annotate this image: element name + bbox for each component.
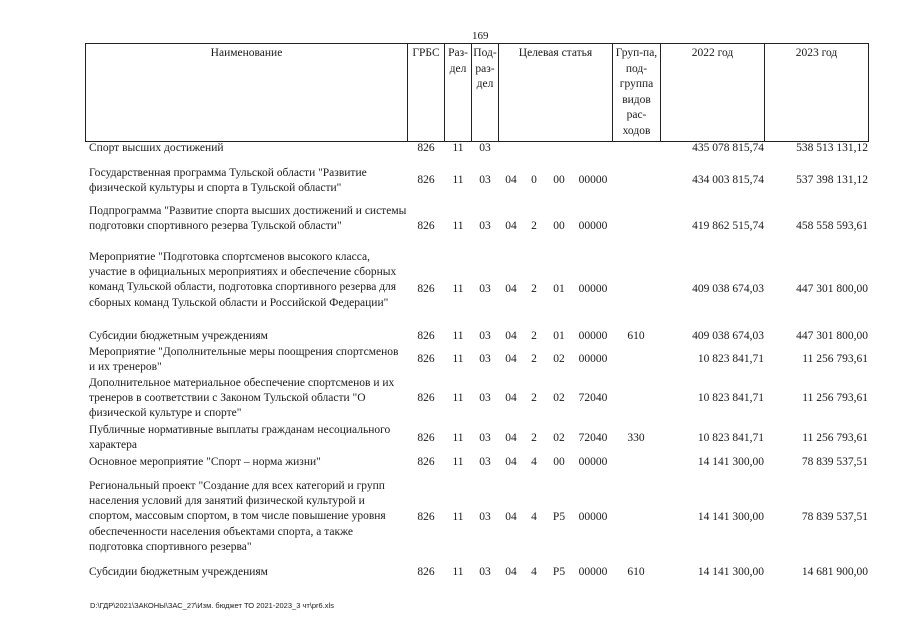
row-razdel: 11 bbox=[452, 283, 464, 295]
row-2023: 447 301 800,00 bbox=[796, 330, 868, 342]
row-target-code: 00000 bbox=[578, 220, 608, 232]
row-target-sub: 2 bbox=[531, 220, 537, 232]
row-2023: 11 256 793,61 bbox=[802, 432, 868, 444]
row-target-code: 00000 bbox=[578, 353, 608, 365]
row-target-program: 04 bbox=[505, 511, 517, 523]
file-path-footer: D:\ГДР\2021\ЗАКОНЫ\ЗАС_27\Изм. бюджет ТО 2021-2023_3 чт\pr6.xls bbox=[90, 601, 334, 610]
row-name: Региональный проект "Создание для всех категорий и групп населения условий для занятий физической культурой и спортом, массовым спортом, в том числе повышение уровня обеспеченности населения объектами спорта, а также подготовка спортивного резерва" bbox=[89, 480, 386, 553]
row-target-sub: 2 bbox=[531, 353, 537, 365]
row-2022: 434 003 815,74 bbox=[692, 174, 764, 186]
row-2022: 409 038 674,03 bbox=[692, 283, 764, 295]
row-razdel: 11 bbox=[452, 432, 464, 444]
row-target-code: 00000 bbox=[578, 174, 608, 186]
row-podrazdel: 03 bbox=[479, 456, 491, 468]
row-2022: 10 823 841,71 bbox=[697, 392, 764, 404]
row-target-sub: 2 bbox=[531, 392, 537, 404]
row-razdel: 11 bbox=[452, 511, 464, 523]
header-target: Целевая статья bbox=[499, 44, 613, 142]
row-podrazdel: 03 bbox=[479, 220, 491, 232]
row-grbs: 826 bbox=[417, 174, 435, 186]
row-target-code: 00000 bbox=[578, 283, 608, 295]
row-grbs: 826 bbox=[417, 392, 435, 404]
row-group: 330 bbox=[627, 432, 645, 444]
header-razdel: Раз-дел bbox=[445, 44, 472, 142]
row-2023: 11 256 793,61 bbox=[802, 392, 868, 404]
row-group: 610 bbox=[627, 566, 645, 578]
row-target-code: 00000 bbox=[578, 566, 608, 578]
row-name: Субсидии бюджетным учреждениям bbox=[89, 330, 268, 342]
row-2023: 537 398 131,12 bbox=[796, 174, 868, 186]
row-2023: 11 256 793,61 bbox=[802, 353, 868, 365]
row-target-event: 00 bbox=[553, 174, 565, 186]
row-target-event: P5 bbox=[552, 511, 566, 523]
row-podrazdel: 03 bbox=[479, 142, 491, 154]
header-podrazdel: Под-раз-дел bbox=[472, 44, 499, 142]
row-2023: 78 839 537,51 bbox=[801, 511, 868, 523]
row-target-event: 01 bbox=[553, 330, 565, 342]
row-podrazdel: 03 bbox=[479, 511, 491, 523]
row-grbs: 826 bbox=[417, 142, 435, 154]
row-target-sub: 2 bbox=[531, 283, 537, 295]
row-name: Основное мероприятие "Спорт – норма жизни" bbox=[89, 456, 321, 468]
row-target-program: 04 bbox=[505, 432, 517, 444]
row-target-event: 01 bbox=[553, 283, 565, 295]
row-name: Мероприятие "Дополнительные меры поощрения спортсменов и их тренеров" bbox=[89, 346, 399, 374]
row-name: Подпрограмма "Развитие спорта высших достижений и системы подготовки спортивного резерва Тульской области" bbox=[89, 205, 407, 233]
row-target-event: 00 bbox=[553, 456, 565, 468]
row-target-sub: 0 bbox=[531, 174, 537, 186]
row-target-program: 04 bbox=[505, 330, 517, 342]
row-target-program: 04 bbox=[505, 392, 517, 404]
row-target-event: P5 bbox=[552, 566, 566, 578]
row-target-program: 04 bbox=[505, 566, 517, 578]
row-2022: 419 862 515,74 bbox=[692, 220, 764, 232]
row-grbs: 826 bbox=[417, 220, 435, 232]
header-2023: 2023 год bbox=[765, 44, 869, 142]
header-grbs: ГРБС bbox=[408, 44, 445, 142]
row-target-program: 04 bbox=[505, 353, 517, 365]
row-target-sub: 4 bbox=[531, 511, 537, 523]
row-razdel: 11 bbox=[452, 330, 464, 342]
row-target-sub: 4 bbox=[531, 566, 537, 578]
row-name: Государственная программа Тульской области "Развитие физической культуры и спорта в Тульской области" bbox=[89, 167, 367, 195]
header-2022: 2022 год bbox=[661, 44, 765, 142]
row-2022: 10 823 841,71 bbox=[697, 353, 764, 365]
row-target-event: 02 bbox=[553, 353, 565, 365]
row-2022: 14 141 300,00 bbox=[697, 511, 764, 523]
row-target-program: 04 bbox=[505, 283, 517, 295]
row-razdel: 11 bbox=[452, 353, 464, 365]
row-grbs: 826 bbox=[417, 456, 435, 468]
row-grbs: 826 bbox=[417, 432, 435, 444]
row-target-event: 00 bbox=[553, 220, 565, 232]
row-name: Дополнительное материальное обеспечение спортсменов и их тренеров в соответствии с Законом Тульской области "О физической культуре и спорте" bbox=[89, 377, 395, 420]
row-podrazdel: 03 bbox=[479, 174, 491, 186]
row-podrazdel: 03 bbox=[479, 283, 491, 295]
row-target-code: 00000 bbox=[578, 456, 608, 468]
row-grbs: 826 bbox=[417, 566, 435, 578]
row-podrazdel: 03 bbox=[479, 353, 491, 365]
row-2022: 14 141 300,00 bbox=[697, 566, 764, 578]
row-podrazdel: 03 bbox=[479, 392, 491, 404]
row-grbs: 826 bbox=[417, 330, 435, 342]
row-grbs: 826 bbox=[417, 511, 435, 523]
row-grbs: 826 bbox=[417, 283, 435, 295]
page-number: 169 bbox=[472, 30, 489, 42]
header-group: Груп-па, под-группа видов рас-ходов bbox=[613, 44, 661, 142]
row-target-code: 00000 bbox=[578, 511, 608, 523]
row-2023: 458 558 593,61 bbox=[796, 220, 868, 232]
row-2022: 14 141 300,00 bbox=[697, 456, 764, 468]
row-razdel: 11 bbox=[452, 220, 464, 232]
row-name: Субсидии бюджетным учреждениям bbox=[89, 566, 268, 578]
row-target-program: 04 bbox=[505, 174, 517, 186]
row-razdel: 11 bbox=[452, 174, 464, 186]
row-podrazdel: 03 bbox=[479, 566, 491, 578]
row-target-code: 72040 bbox=[578, 432, 608, 444]
row-2022: 10 823 841,71 bbox=[697, 432, 764, 444]
row-target-program: 04 bbox=[505, 220, 517, 232]
row-target-sub: 2 bbox=[531, 432, 537, 444]
row-2023: 538 513 131,12 bbox=[796, 142, 868, 154]
row-name: Публичные нормативные выплаты гражданам несоциального характера bbox=[89, 424, 391, 452]
row-razdel: 11 bbox=[452, 392, 464, 404]
header-name: Наименование bbox=[86, 44, 408, 142]
row-razdel: 11 bbox=[452, 456, 464, 468]
row-razdel: 11 bbox=[452, 142, 464, 154]
row-target-code: 72040 bbox=[578, 392, 608, 404]
row-name: Спорт высших достижений bbox=[89, 142, 224, 154]
row-razdel: 11 bbox=[452, 566, 464, 578]
row-target-sub: 4 bbox=[531, 456, 537, 468]
row-group: 610 bbox=[627, 330, 645, 342]
row-2022: 435 078 815,74 bbox=[692, 142, 764, 154]
row-name: Мероприятие "Подготовка спортсменов высокого класса, участие в официальных мероприятиях и обеспечение сборных команд Тульской области, подготовка спортивного резерва для сборных команд Тульской области и Российской Федерации" bbox=[89, 251, 397, 309]
row-podrazdel: 03 bbox=[479, 330, 491, 342]
row-2023: 14 681 900,00 bbox=[801, 566, 868, 578]
row-2022: 409 038 674,03 bbox=[692, 330, 764, 342]
row-target-event: 02 bbox=[553, 432, 565, 444]
row-podrazdel: 03 bbox=[479, 432, 491, 444]
row-target-sub: 2 bbox=[531, 330, 537, 342]
row-2023: 447 301 800,00 bbox=[796, 283, 868, 295]
row-target-program: 04 bbox=[505, 456, 517, 468]
row-grbs: 826 bbox=[417, 353, 435, 365]
row-2023: 78 839 537,51 bbox=[801, 456, 868, 468]
row-target-code: 00000 bbox=[578, 330, 608, 342]
row-target-event: 02 bbox=[553, 392, 565, 404]
